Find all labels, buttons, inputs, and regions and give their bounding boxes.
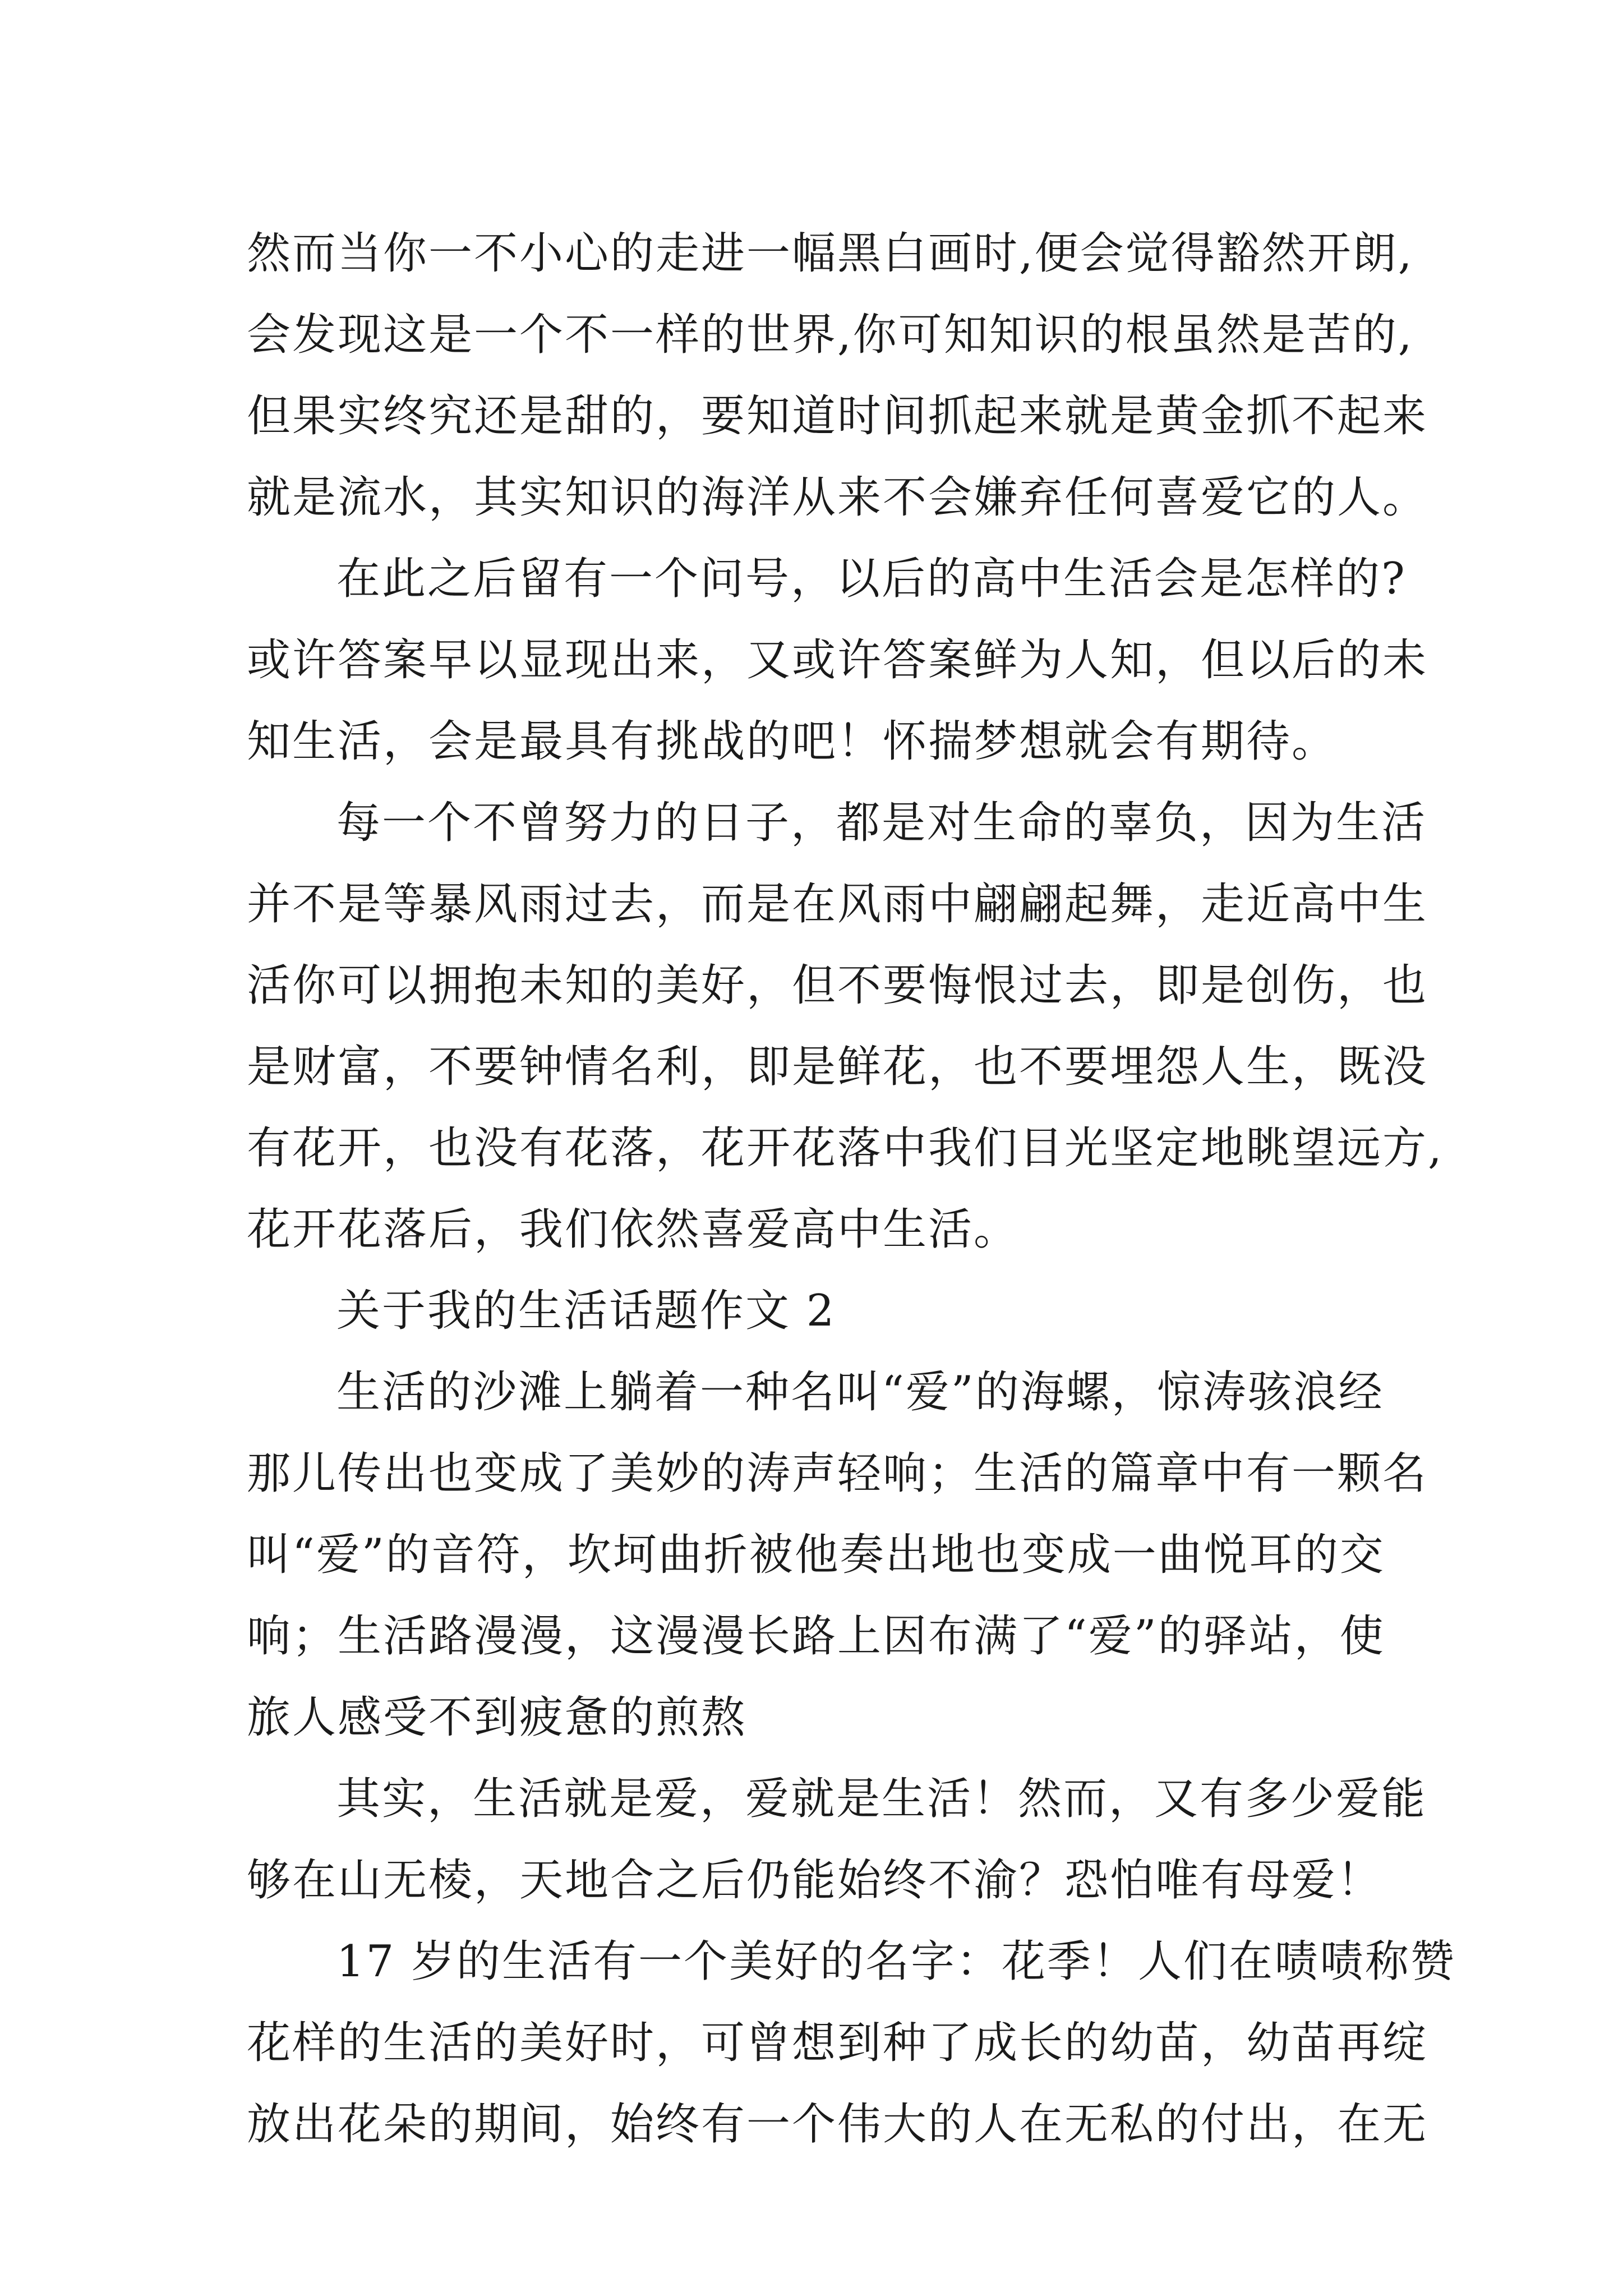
text-line: 有花开，也没有花落，花开花落中我们目光坚定地眺望远方, [247, 1123, 1444, 1174]
essay-text [247, 213, 1456, 2165]
text-line: 17 岁的生活有一个美好的名字：花季！人们在啧啧称赞 [336, 1936, 1456, 1987]
text-line: 是财富，不要钟情名利，即是鲜花，也不要埋怨人生，既没 [247, 1042, 1428, 1092]
section-heading: 关于我的生活话题作文 2 [336, 1286, 836, 1336]
text-line: 放出花朵的期间，始终有一个伟大的人在无私的付出，在无 [247, 2099, 1428, 2150]
text-line: 活你可以拥抱未知的美好，但不要悔恨过去，即是创伤，也 [247, 960, 1428, 1011]
text-line: 知生活，会是最具有挑战的吧！怀揣梦想就会有期待。 [247, 716, 1338, 767]
text-line: 花开花落后，我们依然喜爱高中生活。 [247, 1204, 1020, 1255]
text-line: 花样的生活的美好时，可曾想到种了成长的幼苗，幼苗再绽 [247, 2018, 1428, 2068]
text-line: 那儿传出也变成了美妙的涛声轻响；生活的篇章中有一颗名 [247, 1448, 1428, 1499]
text-line: 够在山无棱，天地合之后仍能始终不渝？恐怕唯有母爱！ [247, 1855, 1383, 1906]
text-line: 每一个不曾努力的日子，都是对生命的辜负，因为生活 [336, 798, 1427, 848]
text-line: 叫“爱”的音符，坎坷曲折被他奏出地也变成一曲悦耳的交 [247, 1530, 1385, 1580]
text-line: 旅人感受不到疲惫的煎熬 [247, 1692, 747, 1743]
text-line: 但果实终究还是甜的，要知道时间抓起来就是黄金抓不起来 [247, 391, 1428, 441]
text-line: 然而当你一不小心的走进一幅黑白画时,便会觉得豁然开朗, [247, 228, 1414, 279]
text-line: 并不是等暴风雨过去，而是在风雨中翩翩起舞，走近高中生 [247, 879, 1428, 930]
text-line: 或许答案早以显现出来，又或许答案鲜为人知，但以后的未 [247, 635, 1428, 685]
text-line: 会发现这是一个不一样的世界,你可知知识的根虽然是苦的, [247, 310, 1414, 360]
text-line: 响；生活路漫漫，这漫漫长路上因布满了“爱”的驿站，使 [247, 1611, 1385, 1662]
text-line: 其实，生活就是爱，爱就是生活！然而，又有多少爱能 [336, 1774, 1427, 1824]
text-line: 在此之后留有一个问号，以后的高中生活会是怎样的? [336, 554, 1407, 604]
text-line: 生活的沙滩上躺着一种名叫“爱”的海螺，惊涛骇浪经 [336, 1367, 1384, 1418]
text-line: 就是流水，其实知识的海洋从来不会嫌弃任何喜爱它的人。 [247, 472, 1428, 523]
